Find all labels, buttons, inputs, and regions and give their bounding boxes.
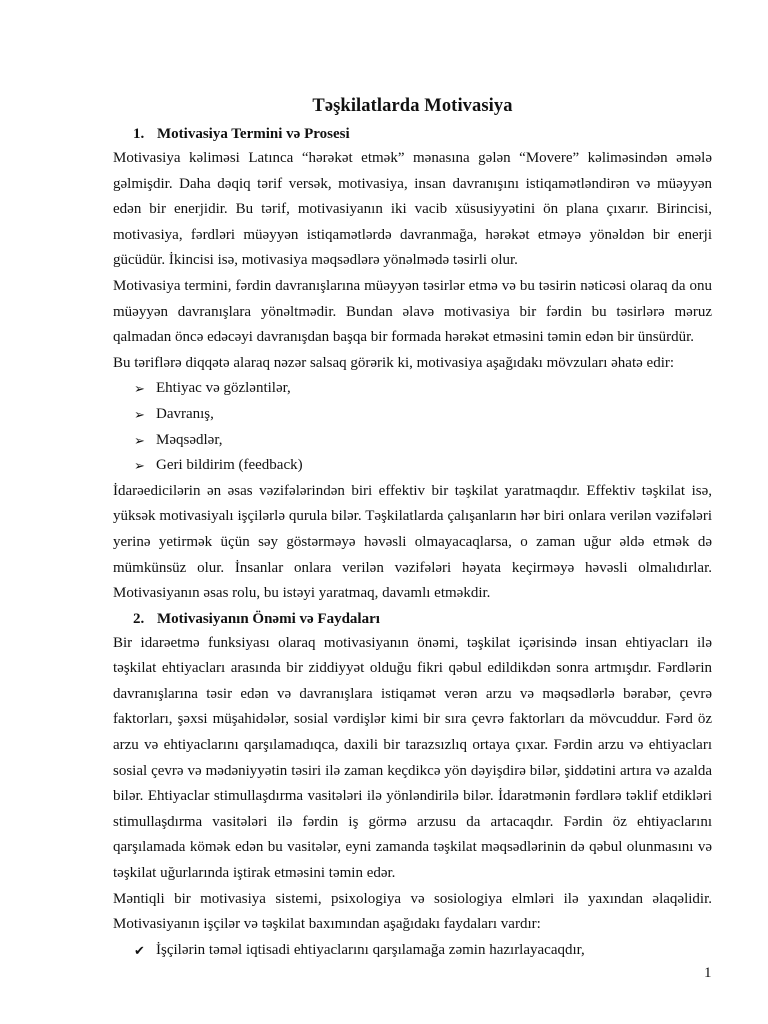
paragraph: Məntiqli bir motivasiya sistemi, psixologiya və sosiologiya elmləri ilə yaxından əlaqəlidir. Motivasiyanın işçilər və təşkilat baxımından aşağıdakı faydaları vardır: xyxy=(113,890,712,933)
list-item xyxy=(113,938,712,964)
paragraph: Bu təriflərə diqqətə alaraq nəzər salsaq görərik ki, motivasiya aşağıdakı mövzuları əhatə edir: xyxy=(113,354,675,371)
paragraph: Motivasiya termini, fərdin davranışlarına müəyyən təsirlər etmə və bu təsirin nəticəsi olaraq da onu müəyyən davranışlara yönəltmədir. Bundan əlavə motivasiya bir fərdin bu təsirlərə məruz qalmadan öncə edəcəyi davranışdan başqa bir formada hərəkət etməsini təmin edən bir ünsürdür. xyxy=(113,277,712,346)
list-item-text: Məqsədlər, xyxy=(156,431,223,448)
checkmark-bullet-icon: ✔ xyxy=(134,942,145,958)
arrowhead-bullet-icon: ➢ xyxy=(134,406,145,422)
paragraph: Bir idarəetmə funksiyası olaraq motivasiyanın önəmi, təşkilat içərisində insan ehtiyacları ilə təşkilat ehtiyacları arasında bir ziddiyyət olduğu fikri qəbul edildikdən sonra artmışdır. Fərdlərin davranışlarına təsir edən və davranışlara istiqamət verən arzu və məqsədlərlə bərabər, çevrə faktorları, şəxsi müşahidələr, sosial vərdişlər kimi bir sıra çevrə faktorları da mövcuddur. Fərd öz arzu və ehtiyaclarını qarşılamadıqca, daxili bir tarazsızlıq ortaya çıxar. Fərdin arzu və ehtiyacları sosial çevrə və mədəniyyətin təsiri ilə zaman keçdikcə yön dəyişdirə bilər, şiddətini artıra və azalda bilər. Ehtiyaclar stimullaşdırma vasitələri ilə yönləndirilə bilər. İdarətmənin fərdlərə təklif etdikləri stimullaşdırma vasitələri ilə fərdin iş görmə arzusu da artacaqdır. Fərdin öz ehtiyaclarını qarşılamada kömək edən bu vasitələr, eyni zamanda təşkilat məqsədlərinin də qəbul olunmasını və təşkilat uğurlarında iştirak etməsini təmin edər. xyxy=(113,634,712,882)
paragraph: Motivasiya kəliməsi Latınca “hərəkət etmək” mənasına gələn “Movere” kəliməsindən əmələ gəlmişdir. Daha dəqiq tərif versək, motivasiya, insan davranışını istiqamətləndirən və müəyyən edən bir enerjidir. Bu tərif, motivasiyanın iki vacib xüsusiyyətini ön plana çıxarır. Birincisi, motivasiya, fərdləri müəyyən istiqamətlərdə davranmağa, hərəkət etməyə yönəldən bir enerji gücüdür. İkincisi isə, motivasiya məqsədlərə yönəlmədə təsirli olur. xyxy=(113,150,712,269)
section-heading-text: Motivasiyanın Önəmi və Faydaları xyxy=(157,610,380,627)
list-item xyxy=(113,453,712,479)
arrowhead-bullet-icon: ➢ xyxy=(134,432,145,448)
list-item xyxy=(113,428,712,454)
list-item-text: İşçilərin təməl iqtisadi ehtiyaclarını qarşılamağa zəmin hazırlayacaqdır, xyxy=(156,941,585,958)
bullet-list xyxy=(113,376,712,478)
section-heading-1 xyxy=(113,122,712,146)
arrowhead-bullet-icon: ➢ xyxy=(134,381,145,397)
list-item-text: Davranış, xyxy=(156,405,214,422)
section-number: 1. xyxy=(133,126,145,142)
page-content xyxy=(113,94,712,963)
page-title: Təşkilatlarda Motivasiya xyxy=(312,96,513,116)
arrowhead-bullet-icon: ➢ xyxy=(134,458,145,474)
section-heading-2 xyxy=(113,607,712,631)
section-number: 2. xyxy=(133,610,145,627)
paragraph: İdarəedicilərin ən əsas vəzifələrindən biri effektiv bir təşkilat yaratmaqdır. Effektiv təşkilat isə, yüksək motivasiyalı işçilərlə qurula bilər. Təşkilatlarda çalışanların hər biri onlara verilən vəzifələri yerinə yetirmək üçün səy göstərməyə həvəsli olmayacaqlarsa, o zaman uğur əldə etmək də mümkünsüz olur. İnsanlar onlara verilən vəzifələri həyata keçirməyə həvəsli olmalıdırlar. Motivasiyanın əsas rolu, bu istəyi yaratmaq, davamlı etməkdir. xyxy=(113,482,712,602)
page-number: 1 xyxy=(704,965,712,981)
list-item xyxy=(113,402,712,428)
section-heading-text: Motivasiya Termini və Prosesi xyxy=(157,126,350,142)
bullet-list xyxy=(113,938,712,964)
list-item xyxy=(113,376,712,402)
list-item-text: Ehtiyac və gözləntilər, xyxy=(156,380,291,397)
list-item-text: Geri bildirim (feedback) xyxy=(156,457,303,474)
